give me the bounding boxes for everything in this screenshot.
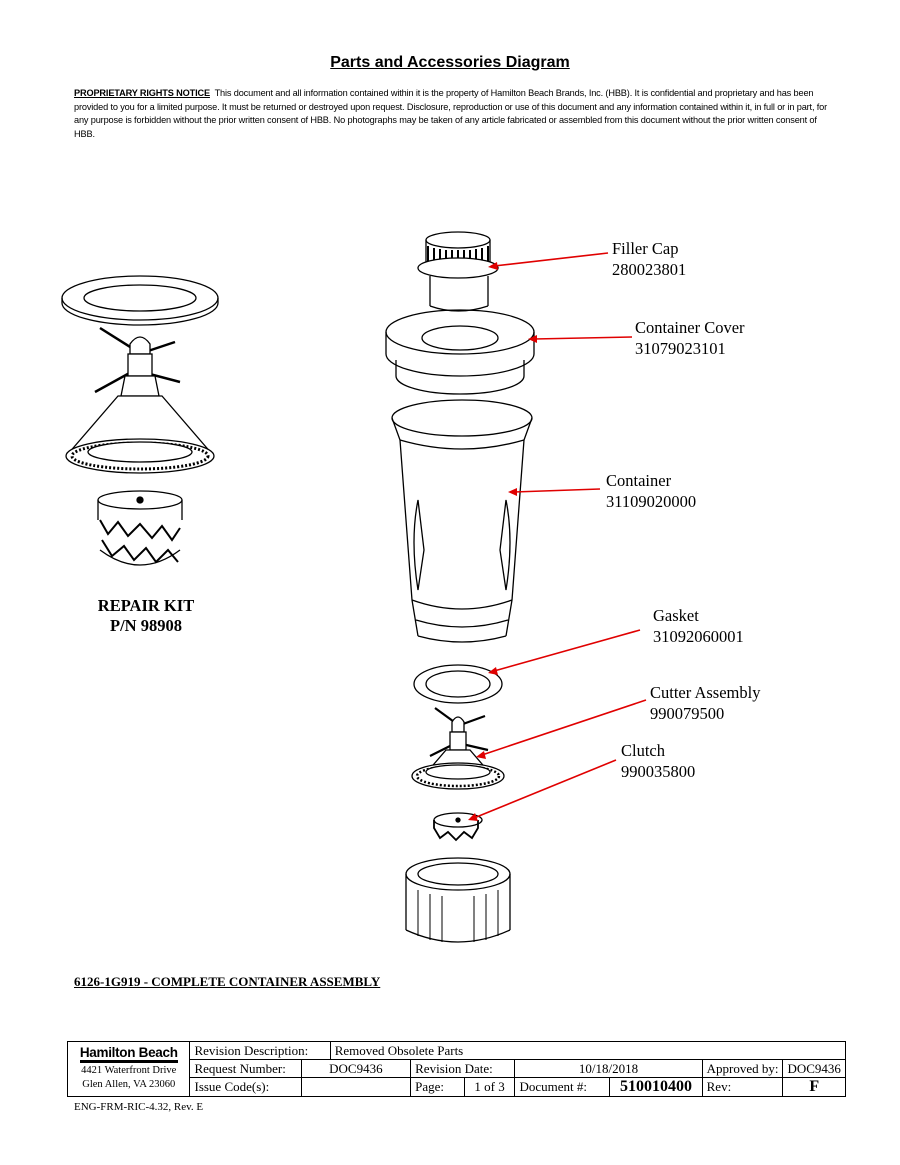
container-callout <box>514 489 600 492</box>
repair-kit-title: REPAIR KIT <box>97 596 195 615</box>
request-number-label: Request Number: <box>190 1060 301 1078</box>
cutter-assembly-drawing <box>412 708 504 789</box>
rev-label: Rev: <box>702 1078 783 1097</box>
filler-cap-callout <box>494 253 608 266</box>
request-number-value: DOC9436 <box>301 1060 411 1078</box>
part-label-gasket <box>653 605 744 647</box>
part-label-cutter-assembly <box>650 682 760 724</box>
container-cover-callout <box>534 337 632 339</box>
repair-kit-gasket-drawing <box>62 276 218 325</box>
container-base-drawing <box>406 858 510 942</box>
part-name: Cutter Assembly <box>650 683 761 702</box>
repair-kit-part-number: P/N 98908 <box>110 616 182 635</box>
form-id: ENG-FRM-RIC-4.32, Rev. E <box>74 1101 204 1113</box>
page-label: Page: <box>411 1078 465 1097</box>
issue-codes-value <box>301 1078 411 1097</box>
part-number: 990035800 <box>621 762 696 781</box>
company-block <box>68 1042 190 1097</box>
gasket-drawing <box>414 665 502 703</box>
title-block <box>67 1041 846 1097</box>
issue-codes-label: Issue Code(s): <box>190 1078 301 1097</box>
part-label-container-cover <box>635 317 745 359</box>
revision-date-value: 10/18/2018 <box>515 1060 702 1078</box>
notice-text: This document and all information contained within it is the property of Hamilton Beach Brands, Inc. (HBB). It is confidential and proprietary and has been provided to you for a limited purpose. It must be returned or destroyed upon request. Disclosure, reproduction or use of this document and any information contained within it, in full or in part, for any purpose is forbidden without the prior written consent of HBB. No photographs may be taken of any article fabricated or assembled from this document without the prior written consent of HBB. <box>74 88 828 139</box>
page-title: Parts and Accessories Diagram <box>330 54 570 71</box>
part-name: Gasket <box>653 606 699 625</box>
repair-kit-cutter-drawing <box>66 328 214 473</box>
rev-value: F <box>783 1078 846 1097</box>
part-name: Clutch <box>621 741 665 760</box>
part-name: Container Cover <box>635 318 745 337</box>
repair-kit-label <box>66 596 226 636</box>
company-address-line2: Glen Allen, VA 23060 <box>82 1079 176 1090</box>
notice-heading: PROPRIETARY RIGHTS NOTICE <box>74 88 210 98</box>
revision-description-value: Removed Obsolete Parts <box>330 1042 845 1060</box>
company-address-line1: 4421 Waterfront Drive <box>81 1065 177 1076</box>
page-value: 1 of 3 <box>464 1078 515 1097</box>
approved-by-value: DOC9436 <box>783 1060 846 1078</box>
hamilton-beach-logo: Hamilton Beach <box>80 1046 178 1063</box>
part-number: 990079500 <box>650 704 725 723</box>
container-cover-drawing <box>386 310 534 394</box>
revision-description-label: Revision Description: <box>190 1042 330 1060</box>
part-number: 31109020000 <box>606 492 697 511</box>
part-number: 280023801 <box>612 260 687 279</box>
approved-by-label: Approved by: <box>702 1060 783 1078</box>
part-name: Filler Cap <box>612 239 679 258</box>
part-number: 31092060001 <box>653 627 744 646</box>
repair-kit-clutch-drawing <box>98 491 182 565</box>
part-label-filler-cap <box>612 238 686 280</box>
gasket-callout <box>494 630 640 671</box>
callout-arrows <box>468 253 646 821</box>
part-name: Container <box>606 471 672 490</box>
document-number-label: Document #: <box>515 1078 610 1097</box>
part-label-clutch <box>621 740 695 782</box>
container-drawing <box>392 400 532 642</box>
assembly-title: 6126-1G919 - COMPLETE CONTAINER ASSEMBLY <box>74 974 381 989</box>
part-number: 31079023101 <box>635 339 726 358</box>
document-number-value: 510010400 <box>610 1078 702 1097</box>
revision-date-label: Revision Date: <box>411 1060 515 1078</box>
filler-cap-drawing <box>418 232 498 311</box>
part-label-container <box>606 470 696 512</box>
